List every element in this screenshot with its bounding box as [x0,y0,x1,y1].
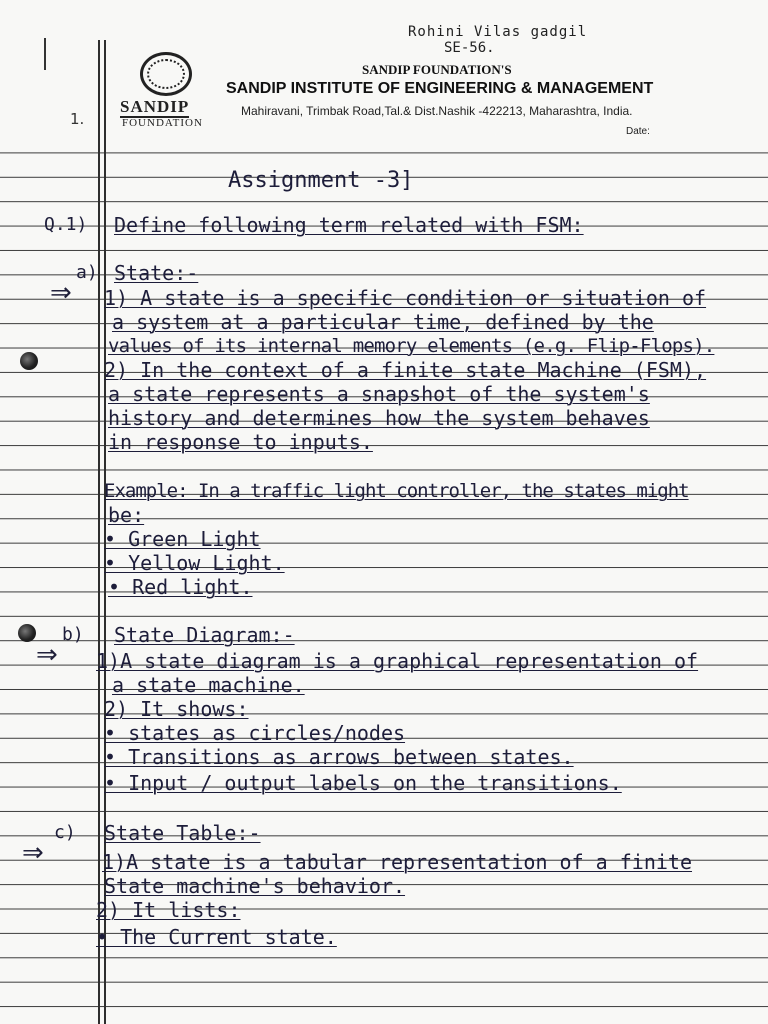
section-a-line: 1) A state is a specific condition or situation of [104,286,707,310]
section-b-bullet: • states as circles/nodes [104,721,406,745]
section-b-bullet: • Input / output labels on the transitions. [104,771,622,795]
arrow-icon: ⇒ [36,640,58,670]
question-text: Define following term related with FSM: [114,213,584,237]
logo-subtext: FOUNDATION [122,117,203,129]
question-number: Q.1) [44,214,88,235]
page-number: 1. [70,110,85,128]
section-c-line: State machine's behavior. [104,874,406,898]
example-bullet: • Green Light [104,527,261,551]
page-header [0,0,768,140]
section-b-line: a state machine. [112,673,305,697]
example-line: Example: In a traffic light controller, the states might [104,480,689,502]
section-a-line: a state represents a snapshot of the system's [108,382,650,406]
student-id: SE-56. [444,40,495,56]
punch-hole-icon [18,624,36,642]
punch-hole-icon [20,352,38,370]
section-a-line: values of its internal memory elements (e.g. Flip-Flops). [108,335,715,357]
student-name: Rohini Vilas gadgil [408,24,588,40]
section-a-label: a) [76,262,98,283]
example-bullet: • Red light. [108,575,253,599]
section-c-heading: State Table:- [104,821,261,845]
section-c-label: c) [54,822,76,843]
arrow-icon: ⇒ [22,838,44,868]
institute-address: Mahiravani, Trimbak Road,Tal.& Dist.Nashik -422213, Maharashtra, India. [241,104,633,118]
section-a-line: in response to inputs. [108,430,373,454]
section-b-line: 1)A state diagram is a graphical representation of [96,649,699,673]
section-b-label: b) [62,624,84,645]
section-c-line: 1)A state is a tabular representation of a finite [102,850,693,874]
institute-name: SANDIP INSTITUTE OF ENGINEERING & MANAGEMENT [226,80,654,97]
section-c-line: 2) It lists: [96,898,241,922]
margin-tick [44,38,46,70]
section-c-bullet: • The Current state. [96,925,337,949]
sandip-logo-icon [140,52,192,96]
example-bullet: • Yellow Light. [104,551,285,575]
example-line: be: [108,503,145,527]
section-a-line: history and determines how the system behaves [108,406,650,430]
logo-text: SANDIP [120,97,190,116]
section-b-heading: State Diagram:- [114,623,295,647]
foundation-name: SANDIP FOUNDATION'S [362,62,512,77]
section-b-line: 2) It shows: [104,697,249,721]
section-a-line: 2) In the context of a finite state Machine (FSM), [104,358,707,382]
assignment-title: Assignment -3] [228,168,414,193]
date-label: Date: [626,126,650,137]
arrow-icon: ⇒ [50,278,72,308]
section-a-heading: State:- [114,261,199,285]
section-a-line: a system at a particular time, defined by the [112,310,654,334]
margin-line [98,40,100,1024]
section-b-bullet: • Transitions as arrows between states. [104,745,574,769]
